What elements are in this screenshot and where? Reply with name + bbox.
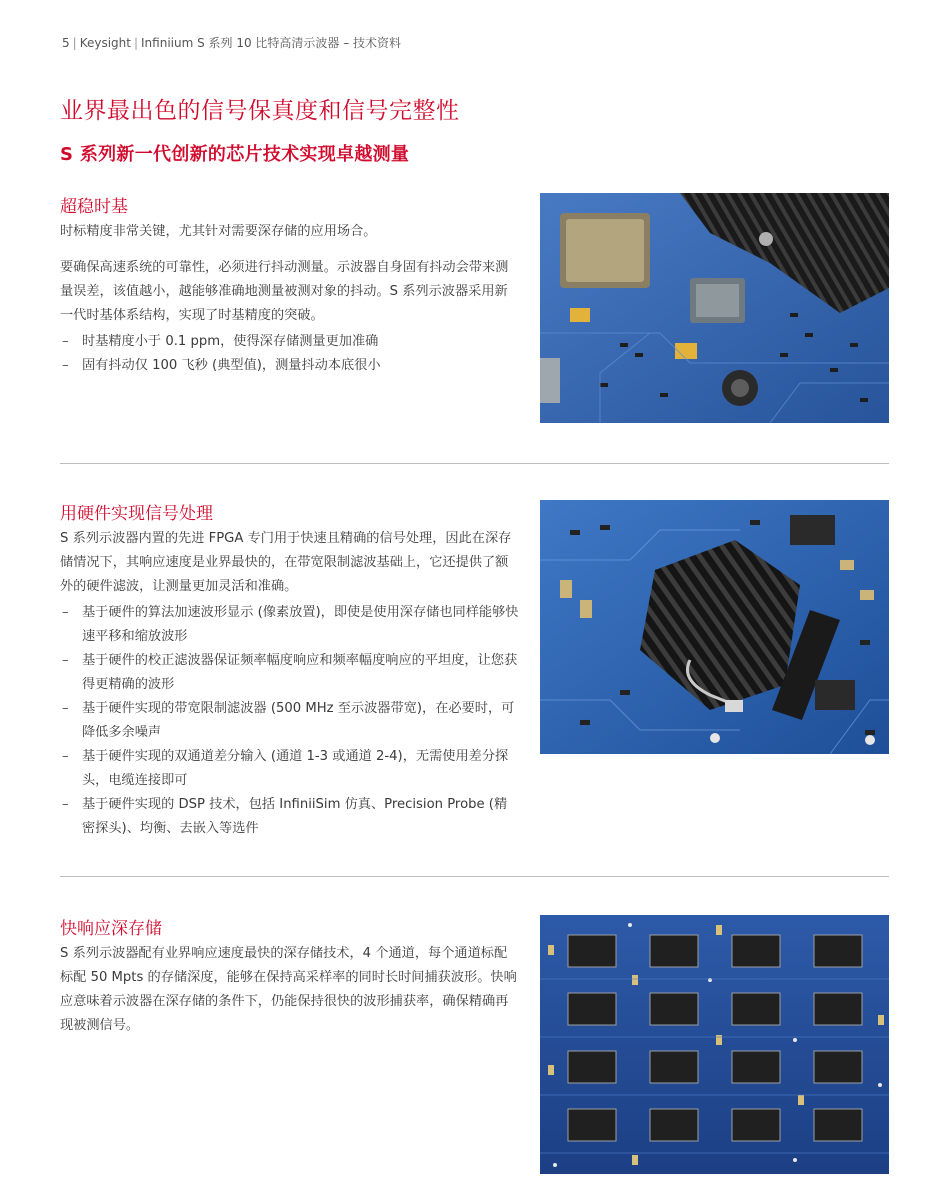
list-item: – 基于硬件实现的 DSP 技术，包括 InfiniiSim 仿真、Precision Probe (精密探头)、均衡、去嵌入等选件 <box>62 797 508 836</box>
running-header: 5 | Keysight | Infiniium S 系列 10 比特高清示波器 – 技术资料 <box>62 36 402 50</box>
list-item: – 基于硬件实现的带宽限制滤波器 (500 MHz 至示波器带宽)，在必要时，可降低多余噪声 <box>62 701 515 740</box>
document-title: Infiniium S 系列 10 比特高清示波器 – 技术资料 <box>141 36 402 50</box>
section-divider <box>60 463 889 464</box>
paragraph: S 系列示波器内置的先进 FPGA 专门用于快速且精确的信号处理，因此在深存储情况下，其响应速度是业界最快的，在带宽限制滤波基础上，它还提供了额外的硬件滤波，让测量更加灵活和准确。 <box>60 531 512 594</box>
section-divider <box>60 876 889 877</box>
pcb-photo-fpga <box>540 500 889 754</box>
page-subtitle: S 系列新一代创新的芯片技术实现卓越测量 <box>60 144 410 165</box>
section-heading-timebase: 超稳时基 <box>60 197 128 217</box>
list-item: – 时基精度小于 0.1 ppm，使得深存储测量更加准确 <box>62 334 379 349</box>
pcb-photo-timebase <box>540 193 889 423</box>
list-item: – 固有抖动仅 100 飞秒 (典型值)，测量抖动本底很小 <box>62 358 381 373</box>
page-title: 业界最出色的信号保真度和信号完整性 <box>60 98 460 124</box>
list-item: – 基于硬件实现的双通道差分输入 (通道 1-3 或通道 2-4)，无需使用差分探头，电缆连接即可 <box>62 749 509 788</box>
section-body-hardware-processing <box>60 527 520 841</box>
bullet-list <box>60 330 520 378</box>
paragraph: 时标精度非常关键，尤其针对需要深存储的应用场合。 <box>60 224 377 239</box>
section-body-timebase <box>60 220 520 378</box>
list-item: – 基于硬件的校正滤波器保证频率幅度响应和频率幅度响应的平坦度，让您获得更精确的波形 <box>62 653 518 692</box>
page-number: 5 <box>62 36 70 50</box>
section-heading-deep-memory: 快响应深存储 <box>60 919 162 939</box>
list-item: – 基于硬件的算法加速波形显示 (像素放置)，即使是使用深存储也同样能够快速平移和缩放波形 <box>62 605 519 644</box>
section-heading-hardware-processing: 用硬件实现信号处理 <box>60 504 213 524</box>
paragraph: 要确保高速系统的可靠性，必须进行抖动测量。示波器自身固有抖动会带来测量误差，该值越小，越能够准确地测量被测对象的抖动。S 系列示波器采用新一代时基体系结构，实现了时基精度的突破。 <box>60 260 509 323</box>
brand-name: Keysight <box>79 36 131 50</box>
pcb-photo-memory <box>540 915 889 1174</box>
section-body-deep-memory <box>60 942 520 1038</box>
paragraph: S 系列示波器配有业界响应速度最快的深存储技术，4 个通道，每个通道标配标配 50 Mpts 的存储深度，能够在保持高采样率的同时长时间捕获波形。快响应意味着示波器在深存储的条件下，仍能保持很快的波形捕获率，确保精确再现被测信号。 <box>60 946 517 1033</box>
bullet-list <box>60 601 520 841</box>
